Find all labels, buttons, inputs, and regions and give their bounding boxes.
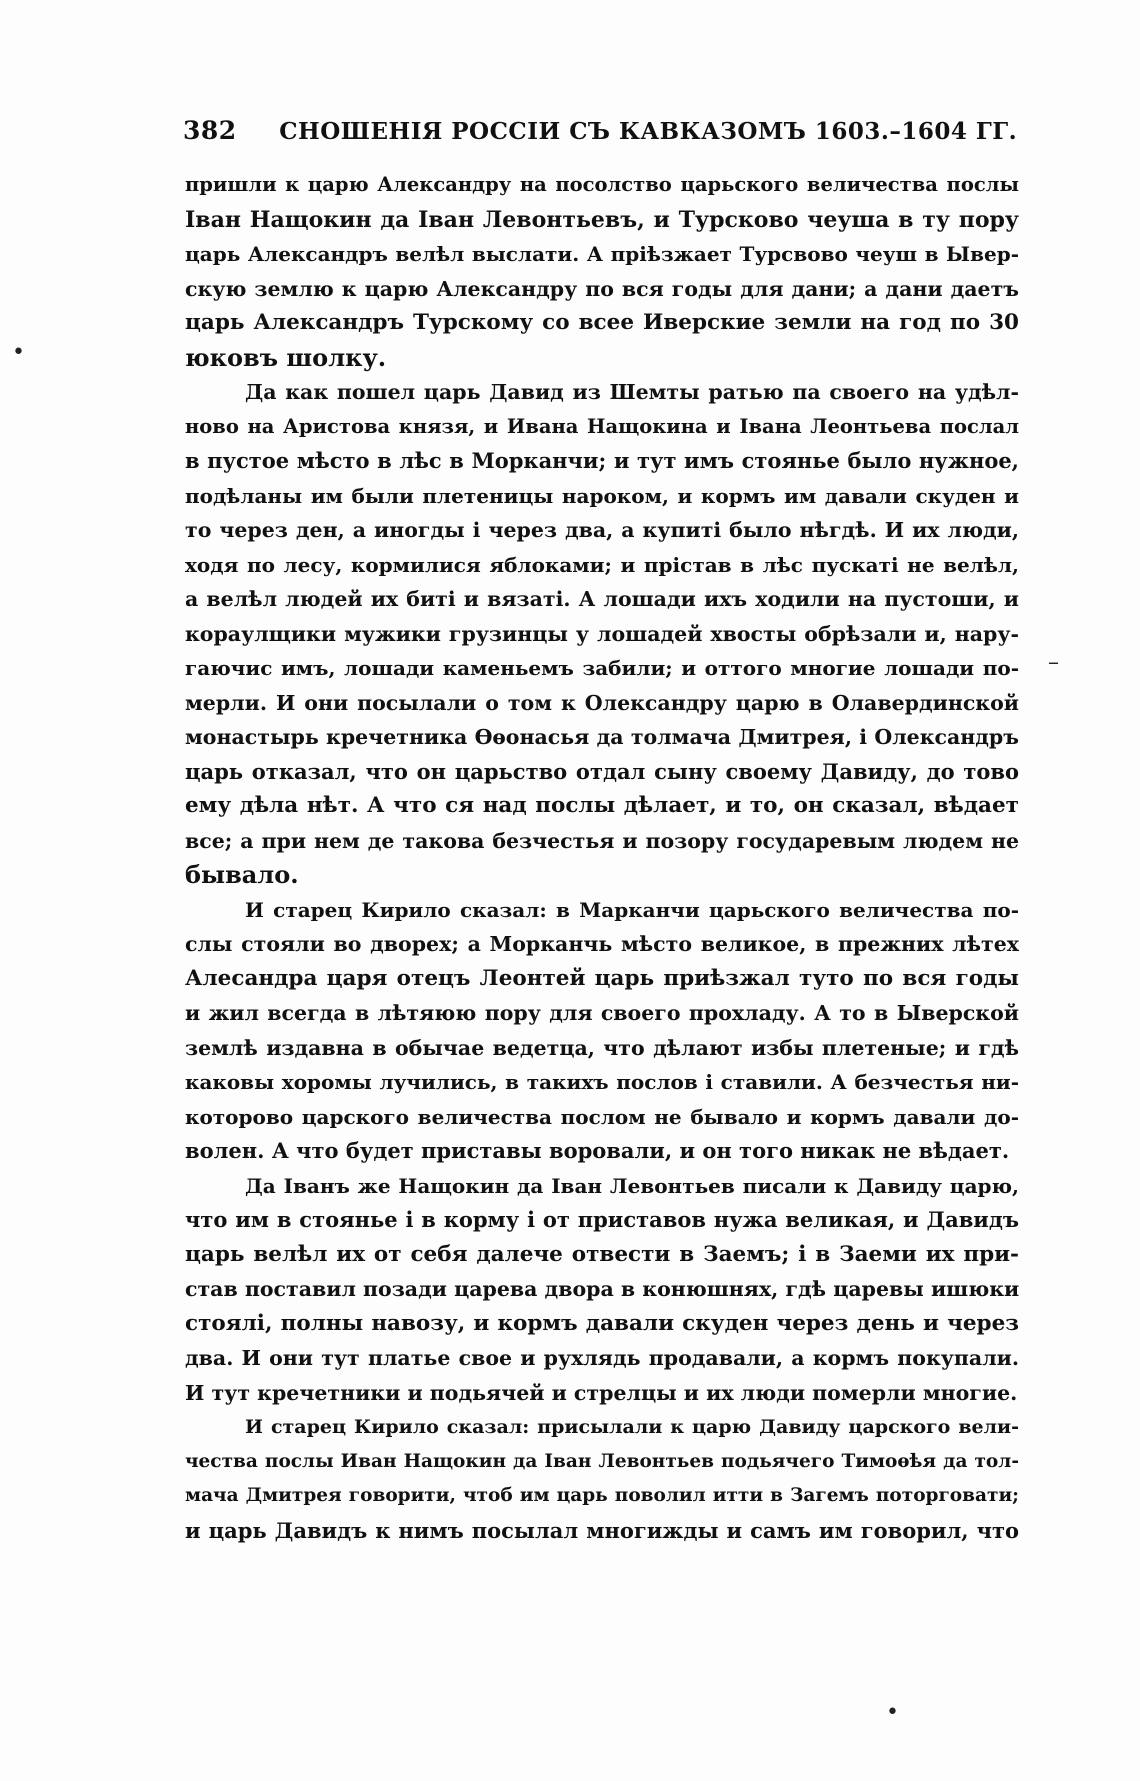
text-line: царь велѣл их от себя далече отвести в Заемъ; і в Заеми их при- bbox=[185, 1241, 1019, 1267]
page-number: 382 bbox=[183, 116, 237, 145]
text-line: монастырь кречетника Ѳѳонасья да толмача Дмитрея, і Олександръ bbox=[185, 725, 1019, 749]
text-line: царь отказал, что он царьство отдал сыну своему Давиду, до тово bbox=[185, 758, 1019, 784]
paragraph-start: И старец Кирило сказал: в Марканчи царьского величества по- bbox=[245, 897, 1019, 922]
text-line: все; а при нем де такова безчестья и позору государевым людем не bbox=[185, 828, 1019, 853]
text-line: скую землю к царю Александру по вся годы для дани; а дани даетъ bbox=[185, 276, 1019, 301]
margin-dot-mark: • bbox=[12, 340, 25, 365]
text-line: став поставил позади царева двора в конюшнях, гдѣ царевы ишюки bbox=[185, 1277, 1019, 1301]
text-line: волен. А что будет приставы воровали, и он того никак не вѣдает. bbox=[185, 1138, 1010, 1163]
text-line: которово царского величества послом не бывало и кормъ давали до- bbox=[185, 1104, 1019, 1129]
text-line: каковы хоромы лучились, в такихъ послов і ставили. А безчестья ни- bbox=[185, 1070, 1019, 1094]
text-line: чества послы Иван Нащокин да Іван Левонтьев подьячего Тимоѳѣя да тол- bbox=[185, 1450, 1019, 1472]
text-line: Іван Нащокин да Іван Левонтьевъ, и Турсково чеуша в ту пору bbox=[185, 206, 1019, 233]
text-line: ему дѣла нѣт. А что ся над послы дѣлает, и то, он сказал, вѣдает bbox=[185, 793, 1019, 818]
text-line: кораулщики мужики грузинцы у лошадей хвосты обрѣзали и, нару- bbox=[185, 621, 1019, 646]
text-line: слы стояли во дворех; а Морканчь мѣсто великое, в прежних лѣтех bbox=[185, 932, 1019, 956]
text-line: а велѣл людей их биті и вязаті. А лошади ихъ ходили на пустоши, и bbox=[185, 587, 1019, 611]
text-line: ходя по лесу, кормилися яблоками; и прістав в лѣс пускаті не велѣл, bbox=[185, 552, 1019, 577]
text-line: Алесандра царя отецъ Леонтей царь приѣзжал туто по вся годы bbox=[185, 965, 1019, 991]
text-line: мача Дмитрея говорити, чтоб им царь поволил итти в Загемъ поторговати; bbox=[185, 1485, 1019, 1506]
text-line: гаючис имъ, лошади каменьемъ забили; и оттого многие лошади по- bbox=[185, 656, 1019, 680]
text-line: и жил всегда в лѣтяюю пору для своего прохладу. А то в Ыверской bbox=[185, 1001, 1019, 1025]
text-line: юковъ шолку. bbox=[185, 342, 387, 372]
paragraph-start: Да как пошел царь Давид из Шемты ратью па своего на удѣл- bbox=[245, 380, 1019, 404]
text-line: царь Александръ Турскому со всее Иверские земли на год по 30 bbox=[185, 310, 1019, 335]
running-title: СНОШЕНІЯ РОССІИ СЪ КАВКАЗОМЪ 1603.–1604 ГГ. bbox=[279, 118, 1018, 145]
text-line: пришли к царю Александру на посолство царьского величества послы bbox=[185, 173, 1019, 196]
margin-dash-mark: – bbox=[1048, 650, 1059, 675]
text-line: И тут кречетники и подьячей и стрелцы и их люди померли многие. bbox=[185, 1380, 1018, 1405]
text-line: подѣланы им были плетеницы нароком, и кормъ им давали скуден и bbox=[185, 483, 1019, 508]
text-line: и царь Давидъ к нимъ посылал многижды и самъ им говорил, что bbox=[185, 1517, 1019, 1543]
text-line: два. И они тут платье свое и рухлядь продавали, а кормъ покупали. bbox=[185, 1346, 1019, 1370]
text-line: царь Александръ велѣл выслати. А пріѣзжает Турсвово чеуш в Ывер- bbox=[185, 242, 1019, 266]
text-line: в пустое мѣсто в лѣс в Морканчи; и тут имъ стоянье было нужное, bbox=[185, 448, 1019, 473]
margin-dot-mark: • bbox=[886, 1700, 899, 1725]
running-head bbox=[183, 116, 1018, 148]
text-line: то через ден, а иногды і через два, а купиті было нѣгдѣ. И их люди, bbox=[185, 518, 1019, 542]
text-line: землѣ издавна в обычае ведетца, что дѣлают избы плетеные; и гдѣ bbox=[185, 1035, 1019, 1060]
paragraph-start: Да Іванъ же Нащокин да Іван Левонтьев писали к Давиду царю, bbox=[245, 1173, 1019, 1198]
text-line: бывало. bbox=[185, 860, 299, 889]
paragraph-start: И старец Кирило сказал: присылали к царю Давиду царского вели- bbox=[245, 1416, 1019, 1438]
text-line: что им в стоянье і в корму і от приставов нужа великая, и Давидъ bbox=[185, 1207, 1019, 1232]
body-text bbox=[185, 168, 1019, 1548]
text-line: стоялі, полны навозу, и кормъ давали скуден через день и через bbox=[185, 1310, 1019, 1336]
text-line: мерли. И они посылали о том к Олександру царю в Олавердинской bbox=[185, 690, 1019, 715]
text-line: ново на Аристова князя, и Ивана Нащокина и Івана Леонтьева послал bbox=[185, 414, 1019, 438]
